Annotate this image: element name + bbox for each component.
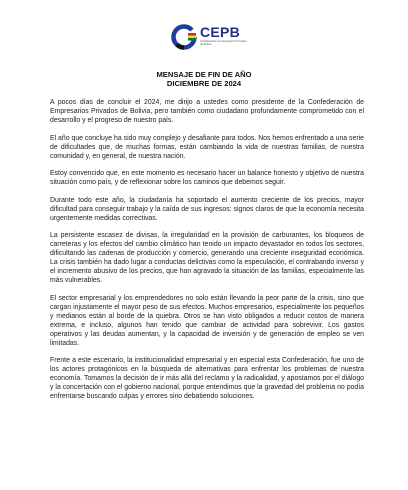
paragraph: Frente a este escenario, la institucionalidad empresarial y en especial esta Confederación, fue uno de los actores protagónicos en la búsqueda de alternativas para enfrentar los problemas de nuestra economía. Tomamos la decisión de ir más allá del reclamo y la radicalidad, y apostamos por el diálogo y la concertación con el gobierno nacional, porque entendimos que la gravedad del problema no podía enfrentarse buscando culpas y errores sino debatiendo soluciones. (50, 357, 364, 400)
logo-subtitle: Confederación de Empresarios Privados de Bolivia (200, 40, 247, 46)
document-date: DICIEMBRE DE 2024 (166, 79, 242, 88)
cepb-logo-mark-icon (171, 24, 197, 50)
paragraph: El año que concluye ha sido muy complejo y desafiante para todos. Nos hemos enfrentado a una serie de dificultades que, de muchas formas, están cambiando la vida de nuestras familias, de nuestra comunidad y, en general, de nuestra nación. (50, 134, 364, 160)
paragraph: La persistente escasez de divisas, la irregularidad en la provisión de carburantes, los bloqueos de carreteras y los efectos del cambio climático han tenido un impacto devastador en todos los sectores, dificultando las cadenas de producción y comercio, generando una creciente inseguridad económica. La crisis también ha dado lugar a conductas delictivas como la especulación, el contrabando inverso y el incremento abusivo de los precios, que han agravado la situación de las familias, especialmente las más vulnerables. (50, 232, 364, 284)
logo-name: CEPB (200, 24, 241, 40)
paragraph: A pocos días de concluir el 2024, me dirijo a ustedes como presidente de la Confederación de Empresarios Privados de Bolivia, pero también como ciudadano profundamente comprometido con el desarrollo y el progreso de nuestro país. (50, 99, 364, 124)
cepb-logo (171, 24, 247, 50)
document-title: MENSAJE DE FIN DE AÑO (156, 70, 252, 79)
paragraph: El sector empresarial y los emprendedores no solo están llevando la peor parte de la crisis, sino que cargan injustamente el mayor peso de sus efectos. Muchos empresarios, especialmente los pequeños y medianos están al borde de la quiebra. Otros se han visto obligados a reducir costos de manera extrema, e incluso, algunos han tenido que cambiar de actividad para sobrevivir. Los gastos operativos y las deudas aumentan, y la capacidad de inversión y de generación de empleo se ven limitadas. (50, 294, 364, 347)
document-body (50, 98, 364, 410)
paragraph: Durante todo este año, la ciudadanía ha soportado el aumento creciente de los precios, mayor dificultad para conseguir trabajo y la caída de sus ingresos: signos claros de que la economía necesita urgentemente medidas correctivas. (50, 196, 364, 222)
paragraph: Estoy convencido que, en este momento es necesario hacer un balance honesto y objetivo de nuestra situación como país, y de reflexionar sobre los caminos que debemos seguir. (50, 170, 364, 186)
